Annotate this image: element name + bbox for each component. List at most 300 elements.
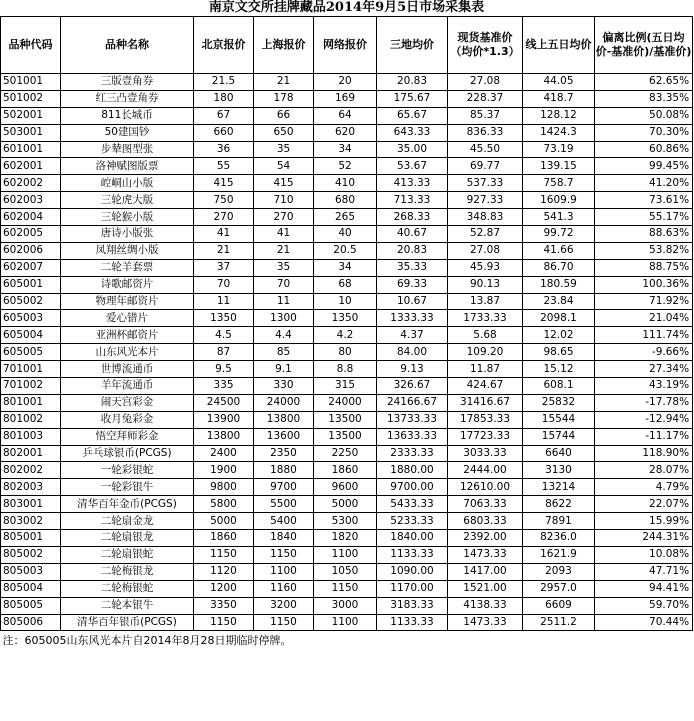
table-row <box>1 479 693 496</box>
cell-code: 701002 <box>1 378 61 395</box>
cell-name: 山东风光本片 <box>61 344 194 361</box>
cell-name: 悟空拜师彩金 <box>61 428 194 445</box>
cell-name: 步辇图型张 <box>61 141 194 158</box>
cell-deviation: 41.20% <box>595 175 693 192</box>
cell-avg: 1133.33 <box>377 546 448 563</box>
table-row <box>1 209 693 226</box>
cell-five-day: 15.12 <box>523 361 595 378</box>
cell-five-day: 13214 <box>523 479 595 496</box>
cell-name: 物理年邮资片 <box>61 293 194 310</box>
table-row <box>1 394 693 411</box>
cell-shanghai: 710 <box>254 192 314 209</box>
cell-deviation: 10.08% <box>595 546 693 563</box>
cell-deviation: 59.70% <box>595 597 693 614</box>
table-row <box>1 580 693 597</box>
cell-deviation: 62.65% <box>595 74 693 91</box>
cell-beijing: 13800 <box>194 428 254 445</box>
cell-spot: 836.33 <box>448 124 523 141</box>
cell-avg: 5233.33 <box>377 513 448 530</box>
cell-five-day: 41.66 <box>523 242 595 259</box>
table-row <box>1 378 693 395</box>
cell-deviation: -12.94% <box>595 411 693 428</box>
cell-deviation: 99.45% <box>595 158 693 175</box>
cell-beijing: 67 <box>194 107 254 124</box>
cell-name: 二轮羊套票 <box>61 259 194 276</box>
cell-online: 64 <box>314 107 377 124</box>
table-row <box>1 259 693 276</box>
table-row <box>1 563 693 580</box>
cell-shanghai: 1300 <box>254 310 314 327</box>
cell-deviation: 88.75% <box>595 259 693 276</box>
cell-code: 801002 <box>1 411 61 428</box>
cell-beijing: 5800 <box>194 496 254 513</box>
cell-code: 602005 <box>1 226 61 243</box>
cell-avg: 3183.33 <box>377 597 448 614</box>
cell-name: 洛神赋图版票 <box>61 158 194 175</box>
cell-deviation: 4.79% <box>595 479 693 496</box>
table-row <box>1 276 693 293</box>
cell-beijing: 11 <box>194 293 254 310</box>
cell-beijing: 13900 <box>194 411 254 428</box>
cell-beijing: 5000 <box>194 513 254 530</box>
cell-online: 620 <box>314 124 377 141</box>
cell-beijing: 750 <box>194 192 254 209</box>
header-name: 品种名称 <box>61 17 194 74</box>
cell-five-day: 2511.2 <box>523 614 595 631</box>
cell-deviation: 71.92% <box>595 293 693 310</box>
cell-code: 602001 <box>1 158 61 175</box>
cell-five-day: 8622 <box>523 496 595 513</box>
cell-five-day: 758.7 <box>523 175 595 192</box>
cell-spot: 927.33 <box>448 192 523 209</box>
cell-five-day: 418.7 <box>523 90 595 107</box>
cell-online: 8.8 <box>314 361 377 378</box>
cell-online: 3000 <box>314 597 377 614</box>
cell-name: 崆峒山小版 <box>61 175 194 192</box>
table-row <box>1 293 693 310</box>
cell-shanghai: 13800 <box>254 411 314 428</box>
cell-online: 34 <box>314 141 377 158</box>
cell-name: 唐诗小版张 <box>61 226 194 243</box>
cell-beijing: 1150 <box>194 546 254 563</box>
table-row <box>1 141 693 158</box>
cell-online: 68 <box>314 276 377 293</box>
cell-shanghai: 5400 <box>254 513 314 530</box>
cell-spot: 537.33 <box>448 175 523 192</box>
header-shanghai: 上海报价 <box>254 17 314 74</box>
cell-name: 收月兔彩金 <box>61 411 194 428</box>
cell-beijing: 1120 <box>194 563 254 580</box>
cell-name: 三轮虎大版 <box>61 192 194 209</box>
cell-beijing: 270 <box>194 209 254 226</box>
cell-avg: 413.33 <box>377 175 448 192</box>
cell-deviation: -17.78% <box>595 394 693 411</box>
cell-shanghai: 54 <box>254 158 314 175</box>
cell-online: 1860 <box>314 462 377 479</box>
cell-online: 265 <box>314 209 377 226</box>
cell-five-day: 2098.1 <box>523 310 595 327</box>
cell-avg: 13733.33 <box>377 411 448 428</box>
cell-online: 1820 <box>314 530 377 547</box>
cell-shanghai: 11 <box>254 293 314 310</box>
cell-avg: 9.13 <box>377 361 448 378</box>
cell-deviation: 55.17% <box>595 209 693 226</box>
cell-name: 红三凸壹角券 <box>61 90 194 107</box>
cell-online: 10 <box>314 293 377 310</box>
cell-avg: 10.67 <box>377 293 448 310</box>
cell-deviation: 28.07% <box>595 462 693 479</box>
table-row <box>1 530 693 547</box>
cell-code: 805003 <box>1 563 61 580</box>
cell-spot: 90.13 <box>448 276 523 293</box>
table-row <box>1 428 693 445</box>
cell-avg: 175.67 <box>377 90 448 107</box>
cell-deviation: 27.34% <box>595 361 693 378</box>
cell-shanghai: 650 <box>254 124 314 141</box>
cell-spot: 1473.33 <box>448 546 523 563</box>
cell-online: 410 <box>314 175 377 192</box>
table-row <box>1 74 693 91</box>
cell-code: 605005 <box>1 344 61 361</box>
cell-online: 80 <box>314 344 377 361</box>
cell-avg: 40.67 <box>377 226 448 243</box>
cell-beijing: 9.5 <box>194 361 254 378</box>
cell-code: 802001 <box>1 445 61 462</box>
cell-deviation: 47.71% <box>595 563 693 580</box>
cell-shanghai: 1160 <box>254 580 314 597</box>
cell-five-day: 25832 <box>523 394 595 411</box>
cell-shanghai: 1880 <box>254 462 314 479</box>
cell-shanghai: 2350 <box>254 445 314 462</box>
table-row <box>1 597 693 614</box>
cell-name: 羊年流通币 <box>61 378 194 395</box>
cell-spot: 17853.33 <box>448 411 523 428</box>
cell-avg: 1333.33 <box>377 310 448 327</box>
cell-shanghai: 35 <box>254 141 314 158</box>
table-row <box>1 327 693 344</box>
cell-shanghai: 4.4 <box>254 327 314 344</box>
cell-beijing: 87 <box>194 344 254 361</box>
cell-beijing: 55 <box>194 158 254 175</box>
cell-name: 爱心错片 <box>61 310 194 327</box>
cell-beijing: 24500 <box>194 394 254 411</box>
cell-five-day: 15744 <box>523 428 595 445</box>
cell-code: 501001 <box>1 74 61 91</box>
cell-deviation: 73.61% <box>595 192 693 209</box>
cell-code: 502001 <box>1 107 61 124</box>
cell-shanghai: 13600 <box>254 428 314 445</box>
cell-code: 501002 <box>1 90 61 107</box>
table-row <box>1 513 693 530</box>
cell-five-day: 6609 <box>523 597 595 614</box>
cell-code: 805002 <box>1 546 61 563</box>
cell-code: 805005 <box>1 597 61 614</box>
cell-code: 602002 <box>1 175 61 192</box>
cell-shanghai: 70 <box>254 276 314 293</box>
cell-five-day: 139.15 <box>523 158 595 175</box>
cell-spot: 17723.33 <box>448 428 523 445</box>
cell-five-day: 86.70 <box>523 259 595 276</box>
table-row <box>1 361 693 378</box>
cell-code: 805006 <box>1 614 61 631</box>
cell-name: 乒乓球银币(PCGS) <box>61 445 194 462</box>
header-beijing: 北京报价 <box>194 17 254 74</box>
cell-name: 清华百年银币(PCGS) <box>61 614 194 631</box>
cell-shanghai: 270 <box>254 209 314 226</box>
cell-online: 24000 <box>314 394 377 411</box>
cell-five-day: 541.3 <box>523 209 595 226</box>
cell-name: 二轮扇金龙 <box>61 513 194 530</box>
cell-avg: 35.00 <box>377 141 448 158</box>
cell-spot: 348.83 <box>448 209 523 226</box>
cell-name: 二轮本银牛 <box>61 597 194 614</box>
cell-name: 一轮彩银蛇 <box>61 462 194 479</box>
table-row <box>1 310 693 327</box>
cell-online: 1100 <box>314 614 377 631</box>
cell-beijing: 1200 <box>194 580 254 597</box>
cell-spot: 1417.00 <box>448 563 523 580</box>
cell-avg: 24166.67 <box>377 394 448 411</box>
cell-online: 52 <box>314 158 377 175</box>
cell-code: 805004 <box>1 580 61 597</box>
cell-avg: 9700.00 <box>377 479 448 496</box>
cell-spot: 31416.67 <box>448 394 523 411</box>
table-title: 南京文交所挂牌藏品2014年9月5日市场采集表 <box>1 0 693 17</box>
header-five-day: 线上五日均价 <box>523 17 595 74</box>
cell-spot: 5.68 <box>448 327 523 344</box>
cell-code: 605003 <box>1 310 61 327</box>
table-row <box>1 411 693 428</box>
cell-code: 605001 <box>1 276 61 293</box>
cell-spot: 1733.33 <box>448 310 523 327</box>
cell-deviation: 60.86% <box>595 141 693 158</box>
cell-beijing: 1150 <box>194 614 254 631</box>
cell-avg: 20.83 <box>377 74 448 91</box>
cell-avg: 1170.00 <box>377 580 448 597</box>
cell-avg: 643.33 <box>377 124 448 141</box>
cell-deviation: 21.04% <box>595 310 693 327</box>
cell-online: 4.2 <box>314 327 377 344</box>
cell-code: 503001 <box>1 124 61 141</box>
table-row <box>1 496 693 513</box>
cell-name: 亚洲杯邮资片 <box>61 327 194 344</box>
header-spot: 现货基准价（均价*1.3） <box>448 17 523 74</box>
cell-code: 601001 <box>1 141 61 158</box>
cell-avg: 1090.00 <box>377 563 448 580</box>
cell-name: 闹天宫彩金 <box>61 394 194 411</box>
cell-deviation: 118.90% <box>595 445 693 462</box>
cell-shanghai: 330 <box>254 378 314 395</box>
cell-beijing: 41 <box>194 226 254 243</box>
cell-deviation: 50.08% <box>595 107 693 124</box>
cell-code: 802003 <box>1 479 61 496</box>
cell-online: 1100 <box>314 546 377 563</box>
cell-spot: 45.50 <box>448 141 523 158</box>
cell-deviation: 83.35% <box>595 90 693 107</box>
cell-name: 二轮扇银龙 <box>61 530 194 547</box>
cell-code: 801001 <box>1 394 61 411</box>
cell-deviation: 22.07% <box>595 496 693 513</box>
cell-code: 602004 <box>1 209 61 226</box>
cell-name: 二轮梅银龙 <box>61 563 194 580</box>
cell-beijing: 1860 <box>194 530 254 547</box>
cell-spot: 228.37 <box>448 90 523 107</box>
cell-five-day: 2093 <box>523 563 595 580</box>
cell-code: 801003 <box>1 428 61 445</box>
cell-spot: 424.67 <box>448 378 523 395</box>
cell-online: 315 <box>314 378 377 395</box>
cell-five-day: 15544 <box>523 411 595 428</box>
footnote: 注：605005山东风光本片自2014年8月28日期临时停牌。 <box>1 631 693 649</box>
cell-beijing: 1900 <box>194 462 254 479</box>
cell-shanghai: 3200 <box>254 597 314 614</box>
cell-spot: 13.87 <box>448 293 523 310</box>
cell-online: 9600 <box>314 479 377 496</box>
cell-five-day: 8236.0 <box>523 530 595 547</box>
cell-code: 605004 <box>1 327 61 344</box>
table-row <box>1 192 693 209</box>
table-row <box>1 344 693 361</box>
cell-code: 805001 <box>1 530 61 547</box>
cell-shanghai: 1840 <box>254 530 314 547</box>
cell-code: 602003 <box>1 192 61 209</box>
cell-shanghai: 5500 <box>254 496 314 513</box>
cell-avg: 53.67 <box>377 158 448 175</box>
cell-name: 二轮梅银蛇 <box>61 580 194 597</box>
cell-spot: 7063.33 <box>448 496 523 513</box>
cell-name: 清华百年金币(PCGS) <box>61 496 194 513</box>
header-online: 网络报价 <box>314 17 377 74</box>
cell-online: 5300 <box>314 513 377 530</box>
cell-deviation: 15.99% <box>595 513 693 530</box>
cell-online: 169 <box>314 90 377 107</box>
table-row <box>1 462 693 479</box>
cell-deviation: 244.31% <box>595 530 693 547</box>
cell-spot: 109.20 <box>448 344 523 361</box>
cell-online: 1150 <box>314 580 377 597</box>
cell-avg: 1133.33 <box>377 614 448 631</box>
cell-code: 602006 <box>1 242 61 259</box>
cell-five-day: 128.12 <box>523 107 595 124</box>
cell-name: 诗歌邮资片 <box>61 276 194 293</box>
cell-avg: 4.37 <box>377 327 448 344</box>
cell-avg: 1840.00 <box>377 530 448 547</box>
cell-beijing: 180 <box>194 90 254 107</box>
cell-code: 802002 <box>1 462 61 479</box>
cell-avg: 20.83 <box>377 242 448 259</box>
cell-shanghai: 1150 <box>254 546 314 563</box>
cell-spot: 3033.33 <box>448 445 523 462</box>
cell-beijing: 2400 <box>194 445 254 462</box>
cell-shanghai: 24000 <box>254 394 314 411</box>
cell-online: 1050 <box>314 563 377 580</box>
header-deviation: 偏离比例(五日均价-基准价)/基准价) <box>595 17 693 74</box>
cell-five-day: 7891 <box>523 513 595 530</box>
cell-beijing: 36 <box>194 141 254 158</box>
cell-five-day: 608.1 <box>523 378 595 395</box>
cell-name: 一轮彩银牛 <box>61 479 194 496</box>
cell-code: 803002 <box>1 513 61 530</box>
cell-beijing: 70 <box>194 276 254 293</box>
header-code: 品种代码 <box>1 17 61 74</box>
table-row <box>1 242 693 259</box>
cell-online: 34 <box>314 259 377 276</box>
cell-avg: 69.33 <box>377 276 448 293</box>
table-row <box>1 90 693 107</box>
cell-shanghai: 1100 <box>254 563 314 580</box>
cell-code: 701001 <box>1 361 61 378</box>
cell-spot: 52.87 <box>448 226 523 243</box>
cell-name: 三轮猴小版 <box>61 209 194 226</box>
table-row <box>1 546 693 563</box>
table-row <box>1 158 693 175</box>
cell-online: 680 <box>314 192 377 209</box>
cell-shanghai: 21 <box>254 242 314 259</box>
cell-shanghai: 1150 <box>254 614 314 631</box>
cell-online: 40 <box>314 226 377 243</box>
cell-avg: 326.67 <box>377 378 448 395</box>
cell-deviation: 53.82% <box>595 242 693 259</box>
cell-five-day: 44.05 <box>523 74 595 91</box>
cell-spot: 2444.00 <box>448 462 523 479</box>
cell-deviation: 100.36% <box>595 276 693 293</box>
cell-beijing: 9800 <box>194 479 254 496</box>
cell-shanghai: 66 <box>254 107 314 124</box>
cell-five-day: 180.59 <box>523 276 595 293</box>
cell-online: 20 <box>314 74 377 91</box>
cell-deviation: -11.17% <box>595 428 693 445</box>
cell-shanghai: 85 <box>254 344 314 361</box>
table-row <box>1 614 693 631</box>
cell-name: 凤翔丝绸小版 <box>61 242 194 259</box>
cell-online: 2250 <box>314 445 377 462</box>
cell-avg: 713.33 <box>377 192 448 209</box>
cell-shanghai: 9.1 <box>254 361 314 378</box>
cell-spot: 45.93 <box>448 259 523 276</box>
cell-beijing: 37 <box>194 259 254 276</box>
cell-name: 811长城币 <box>61 107 194 124</box>
cell-deviation: 43.19% <box>595 378 693 395</box>
cell-spot: 6803.33 <box>448 513 523 530</box>
header-avg: 三地均价 <box>377 17 448 74</box>
cell-avg: 84.00 <box>377 344 448 361</box>
cell-shanghai: 178 <box>254 90 314 107</box>
cell-five-day: 99.72 <box>523 226 595 243</box>
cell-deviation: 94.41% <box>595 580 693 597</box>
cell-avg: 1880.00 <box>377 462 448 479</box>
cell-five-day: 6640 <box>523 445 595 462</box>
cell-five-day: 23.84 <box>523 293 595 310</box>
cell-five-day: 12.02 <box>523 327 595 344</box>
cell-spot: 1473.33 <box>448 614 523 631</box>
cell-name: 三版壹角券 <box>61 74 194 91</box>
cell-beijing: 21.5 <box>194 74 254 91</box>
cell-beijing: 660 <box>194 124 254 141</box>
cell-spot: 27.08 <box>448 74 523 91</box>
cell-five-day: 73.19 <box>523 141 595 158</box>
table-row <box>1 107 693 124</box>
cell-name: 50建国钞 <box>61 124 194 141</box>
cell-deviation: 88.63% <box>595 226 693 243</box>
cell-spot: 11.87 <box>448 361 523 378</box>
table-row <box>1 124 693 141</box>
cell-avg: 2333.33 <box>377 445 448 462</box>
cell-five-day: 1424.3 <box>523 124 595 141</box>
cell-online: 1350 <box>314 310 377 327</box>
cell-avg: 35.33 <box>377 259 448 276</box>
cell-beijing: 335 <box>194 378 254 395</box>
cell-online: 20.5 <box>314 242 377 259</box>
